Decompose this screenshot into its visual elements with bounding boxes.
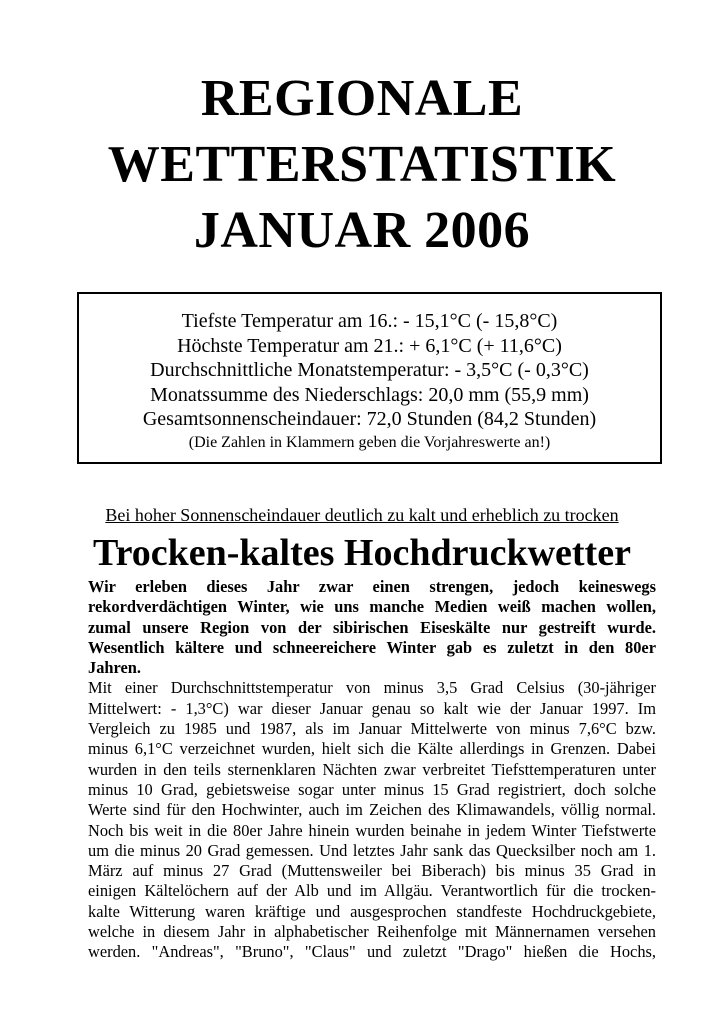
body-line: kalte Witterung waren kräftige und ausgesprochen standfeste Hochdruckgebiete, [88, 901, 656, 921]
article-headline: Trocken-kaltes Hochdruckwetter [93, 532, 631, 574]
body-line: Mit einer Durchschnittstemperatur von minus 3,5 Grad Celsius (30-jähriger [88, 678, 656, 698]
title-line: REGIONALE [200, 70, 524, 127]
body-line: Werte sind für den Hochwinter, auch im Zeichen des Klimawandels, völlig normal. [88, 800, 656, 820]
title-line: JANUAR 2006 [193, 202, 531, 259]
body-line: minus 10 Grad, gebietsweise sogar unter minus 15 Grad registriert, doch solche [88, 779, 656, 799]
title-line: WETTERSTATISTIK [107, 136, 617, 193]
lead-line: rekordverdächtigen Winter, wie uns manche Medien weiß machen wollen, [88, 597, 656, 617]
lead-line: zumal unsere Region von der sibirischen Eiseskälte nur gestreift wurde. [88, 617, 656, 637]
body-line: Noch bis weit in die 80er Jahre hinein wurden beinahe in jedem Winter Tiefstwerte [88, 820, 656, 840]
lead-paragraph [88, 577, 656, 678]
lead-line: Wir erleben dieses Jahr zwar einen strengen, jedoch keineswegs [88, 577, 656, 596]
stat-lowest-temperature: Tiefste Temperatur am 16.: - 15,1°C (- 15,8°C) [181, 310, 558, 332]
body-line: welche in diesem Jahr in alphabetischer Reihenfolge mit Männernamen versehen [88, 922, 656, 942]
body-line: einigen Kältelöchern auf der Alb und im Allgäu. Verantwortlich für die trocken- [88, 881, 656, 901]
body-line: Vergleich zu 1985 und 1987, als im Januar Mittelwerte von minus 7,6°C bzw. [88, 719, 656, 739]
body-paragraph [88, 678, 656, 962]
body-line: wurden in den teils sternenklaren Nächten zwar verbreitet Tiefsttemperaturen unter [88, 759, 656, 779]
lead-line: Jahren. [88, 658, 141, 678]
body-line: werden. "Andreas", "Bruno", "Claus" und zuletzt "Drago" hießen die Hochs, [88, 942, 656, 962]
stat-highest-temperature: Höchste Temperatur am 21.: + 6,1°C (+ 11,6°C) [177, 334, 562, 357]
article-body [88, 577, 656, 963]
stat-average-temperature: Durchschnittliche Monatstemperatur: - 3,5°C (- 0,3°C) [150, 359, 589, 381]
body-line: März auf minus 27 Grad (Muttensweiler bei Biberach) bis minus 35 Grad in [88, 861, 656, 881]
stats-note: (Die Zahlen in Klammern geben die Vorjahreswerte an!) [188, 433, 551, 451]
stat-precipitation: Monatssumme des Niederschlags: 20,0 mm (55,9 mm) [150, 383, 589, 406]
lead-line: Wesentlich kältere und schneereichere Winter gab es zuletzt in den 80er [88, 637, 656, 657]
body-line: minus 6,1°C verzeichnet wurden, hielt sich die Kälte allerdings in Grenzen. Dabei [88, 739, 656, 759]
stat-sunshine: Gesamtsonnenscheindauer: 72,0 Stunden (84,2 Stunden) [142, 408, 597, 430]
statistics-box [77, 292, 662, 464]
article-subheading: Bei hoher Sonnenscheindauer deutlich zu kalt und erheblich zu trocken [105, 505, 619, 525]
body-line: um die minus 20 Grad gemessen. Und letztes Jahr sank das Quecksilber noch am 1. [88, 840, 656, 860]
document-title [0, 66, 724, 264]
body-line: Mittelwert: - 1,3°C) war dieser Januar genau so kalt wie der Januar 1997. Im [88, 698, 656, 718]
